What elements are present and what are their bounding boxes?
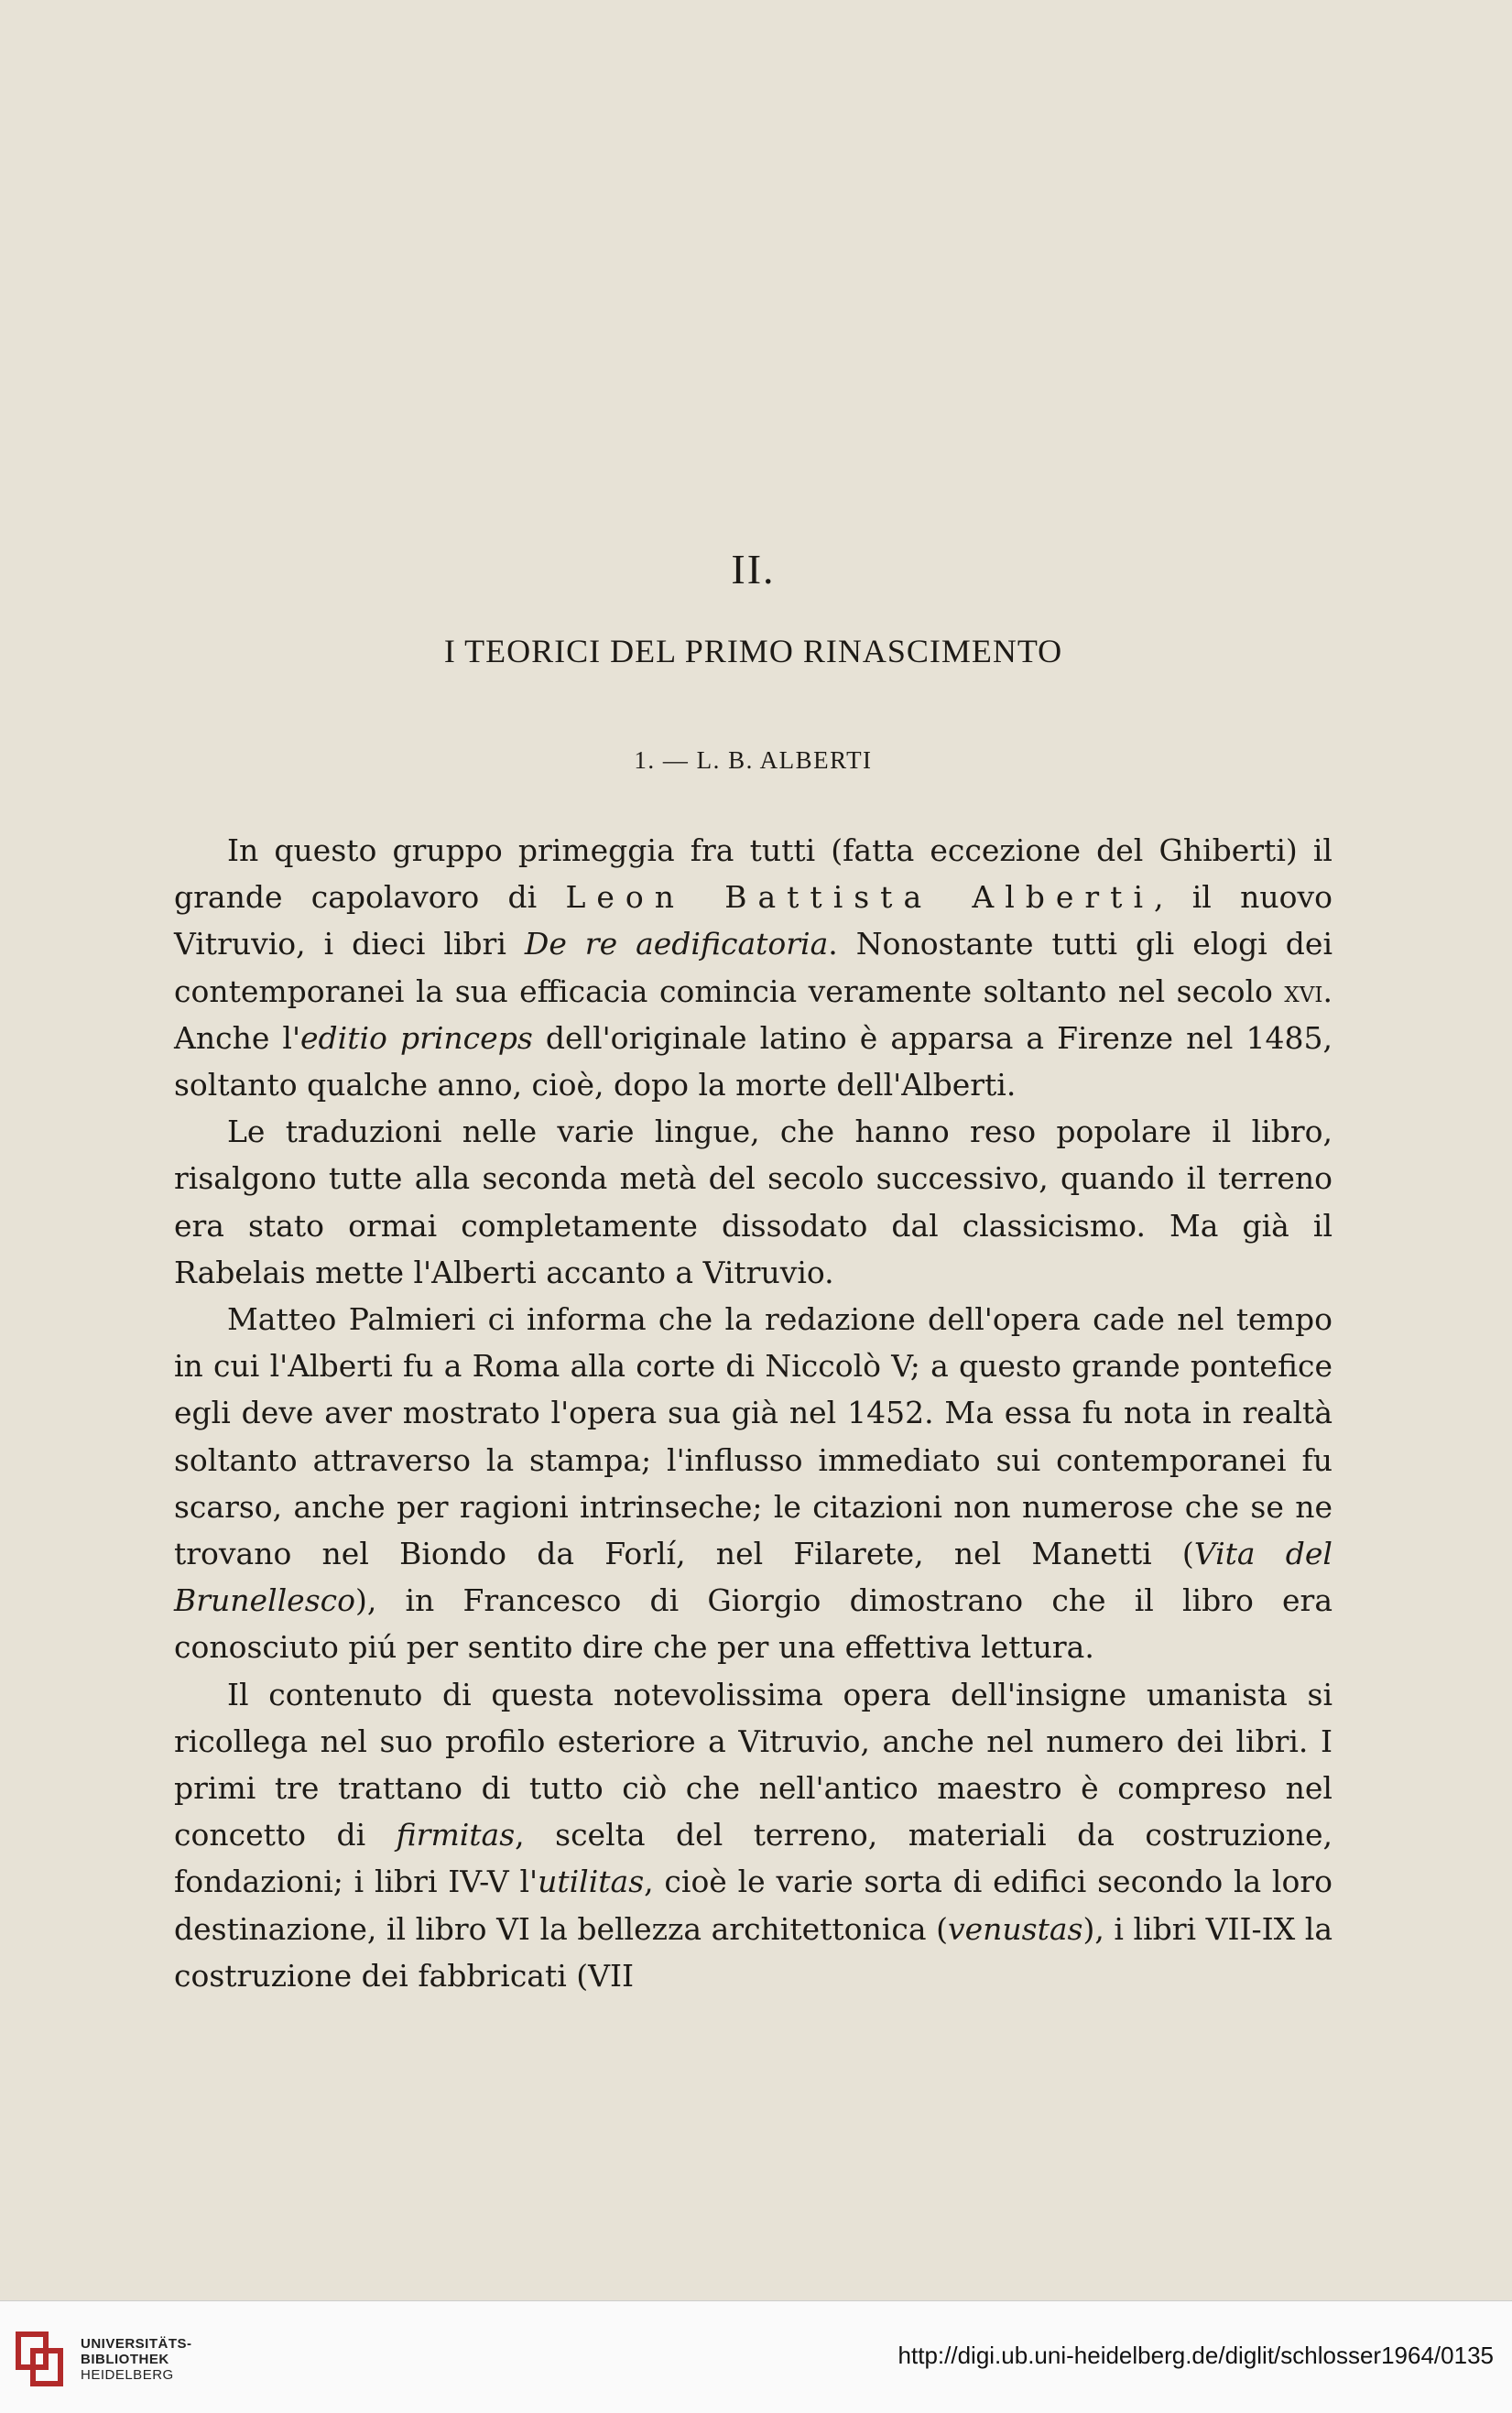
chapter-numeral: II. [731,546,776,592]
source-url-link[interactable]: http://digi.ub.uni-heidelberg.de/diglit/schlosser1964/0135 [897,2342,1494,2369]
library-name-line3: HEIDELBERG [81,2367,174,2383]
paragraph-3 [174,1296,1333,1671]
text-run: , scelta del terreno, materiali da costruzione, fondazioni; i libri IV-V l' [174,1817,1333,1900]
library-name [81,2336,192,2383]
paragraph-1 [174,827,1333,1108]
century-numeral: xvi [1284,973,1323,1009]
author-name: Leon Battista Alberti [565,879,1155,916]
library-name-line1: UNIVERSITÄTS- [81,2336,192,2352]
text-run: ), i libri VII-IX la costruzione dei fabbricati (VII [174,1910,1333,1994]
editio-princeps: editio princeps [300,1019,533,1056]
library-name-line2: BIBLIOTHEK [81,2352,169,2367]
term-firmitas: firmitas [396,1817,516,1853]
text-run: Matteo Palmieri ci informa che la redazione dell'opera cade nel tempo in cui l'Alberti fu a Roma alla corte di Niccolò V; a questo grande pontefice egli deve aver mostrato l'opera sua già nel 1452. Ma essa fu nota in realtà soltanto attraverso la stampa; l'influsso immediato sui contemporanei fu scarso, anche per ragioni intrinseche; le citazioni non numerose che se ne trovano nel Biondo da Forlí, nel Filarete, nel Manetti ( [174,1301,1333,1572]
book-title: Vita del Brunellesco [174,1536,1333,1619]
body-text [174,827,1333,1999]
text-run: In questo gruppo primeggia fra tutti (fatta eccezione del Ghiberti) il grande capolavoro di [174,832,1333,916]
text-run: , il nuovo Vitruvio, i dieci libri [174,879,1333,962]
section-heading: 1. — L. B. ALBERTI [634,746,873,774]
library-footer [0,2300,1512,2413]
text-run: Il contenuto di questa notevolissima opera dell'insigne umanista si ricollega nel suo profilo esteriore a Vitruvio, anche nel numero dei libri. I primi tre trattano di tutto ciò che nell'antico maestro è compreso nel concetto di [174,1676,1333,1853]
text-run: , cioè le varie sorta di edifici secondo la loro destinazione, il libro VI la bellezza architettonica ( [174,1864,1333,1947]
text-run: . Nonostante tutti gli elogi dei contemporanei la sua efficacia comincia veramente soltanto nel secolo [174,926,1333,1009]
text-run: . Anche l' [174,973,1333,1056]
page-content [174,0,1333,2300]
book-title: De re aedificatoria [524,926,829,962]
paragraph-2: Le traduzioni nelle varie lingue, che hanno reso popolare il libro, risalgono tutte alla seconda metà del secolo successivo, quando il terreno era stato ormai completamente dissodato dal classicismo. Ma già il Rabelais mette l'Alberti accanto a Vitruvio. [174,1114,1333,1290]
term-utilitas: utilitas [538,1864,645,1900]
text-run: dell'originale latino è apparsa a Firenze nel 1485, soltanto qualche anno, cioè, dopo la morte dell'Alberti. [174,1019,1333,1103]
text-run: ), in Francesco di Giorgio dimostrano che il libro era conosciuto piú per sentito dire che per una effettiva lettura. [174,1582,1333,1666]
paragraph-4 [174,1671,1333,1999]
library-logo-icon [13,2331,66,2387]
chapter-title: I TEORICI DEL PRIMO RINASCIMENTO [443,633,1063,669]
term-venustas: venustas [947,1910,1083,1947]
